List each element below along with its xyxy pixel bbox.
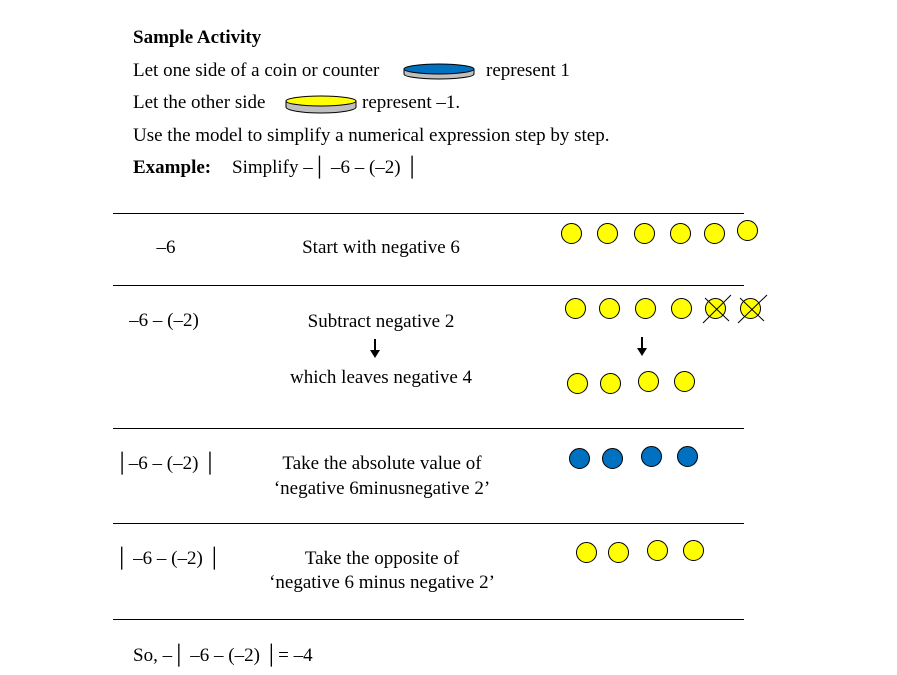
intro-line-2-suffix: represent –1. — [362, 92, 461, 113]
negative-counter — [600, 373, 621, 394]
activity-heading: Sample Activity — [133, 27, 262, 48]
negative-counter — [674, 371, 695, 392]
down-arrow-icon — [369, 339, 381, 359]
step-1-description: Start with negative 6 — [302, 237, 460, 258]
positive-counter — [602, 448, 623, 469]
table-rule — [113, 523, 744, 524]
step-3-description-line-1: Take the absolute value of — [282, 453, 482, 474]
step-2-description-line-2: which leaves negative 4 — [289, 367, 473, 388]
negative-counter — [683, 540, 704, 561]
negative-counter — [634, 223, 655, 244]
down-arrow-icon — [636, 337, 648, 357]
negative-counter — [638, 371, 659, 392]
negative-counter — [671, 298, 692, 319]
step-2-expression: –6 – (–2) — [129, 310, 199, 331]
conclusion: So, –│ –6 – (–2) │= –4 — [133, 645, 313, 666]
table-rule — [113, 213, 744, 214]
step-4-expression: │ –6 – (–2) │ — [114, 548, 222, 569]
step-2-description-line-1: Subtract negative 2 — [307, 311, 455, 332]
positive-counter — [641, 446, 662, 467]
cross-out-icon — [699, 291, 735, 327]
intro-line-1-text: Let one side of a coin or counter — [133, 60, 380, 81]
negative-counter — [608, 542, 629, 563]
table-rule — [113, 285, 744, 286]
blue-coin-icon — [402, 61, 476, 81]
intro-line-2-text: Let the other side — [133, 92, 266, 113]
example-label: Example: — [133, 157, 212, 178]
step-1-expression: –6 — [156, 237, 176, 258]
cross-out-icon — [735, 291, 771, 327]
example-expression: Simplify –│ –6 – (–2) │ — [232, 157, 419, 178]
negative-counter — [737, 220, 758, 241]
table-rule — [113, 428, 744, 429]
negative-counter — [704, 223, 725, 244]
negative-counter — [670, 223, 691, 244]
intro-line-3: Use the model to simplify a numerical expression step by step. — [133, 125, 610, 146]
negative-counter — [565, 298, 586, 319]
table-rule — [113, 619, 744, 620]
intro-line-1-suffix: represent 1 — [486, 60, 570, 81]
negative-counter — [597, 223, 618, 244]
positive-counter — [569, 448, 590, 469]
step-3-expression: │–6 – (–2) │ — [115, 453, 217, 474]
yellow-coin-icon — [284, 93, 358, 115]
negative-counter — [561, 223, 582, 244]
positive-counter — [677, 446, 698, 467]
step-4-description-line-1: Take the opposite of — [304, 548, 460, 569]
negative-counter — [567, 373, 588, 394]
step-4-description-line-2: ‘negative 6 minus negative 2’ — [269, 572, 495, 593]
negative-counter — [635, 298, 656, 319]
negative-counter — [576, 542, 597, 563]
negative-counter — [599, 298, 620, 319]
step-3-description-line-2: ‘negative 6minusnegative 2’ — [273, 478, 491, 499]
negative-counter — [647, 540, 668, 561]
